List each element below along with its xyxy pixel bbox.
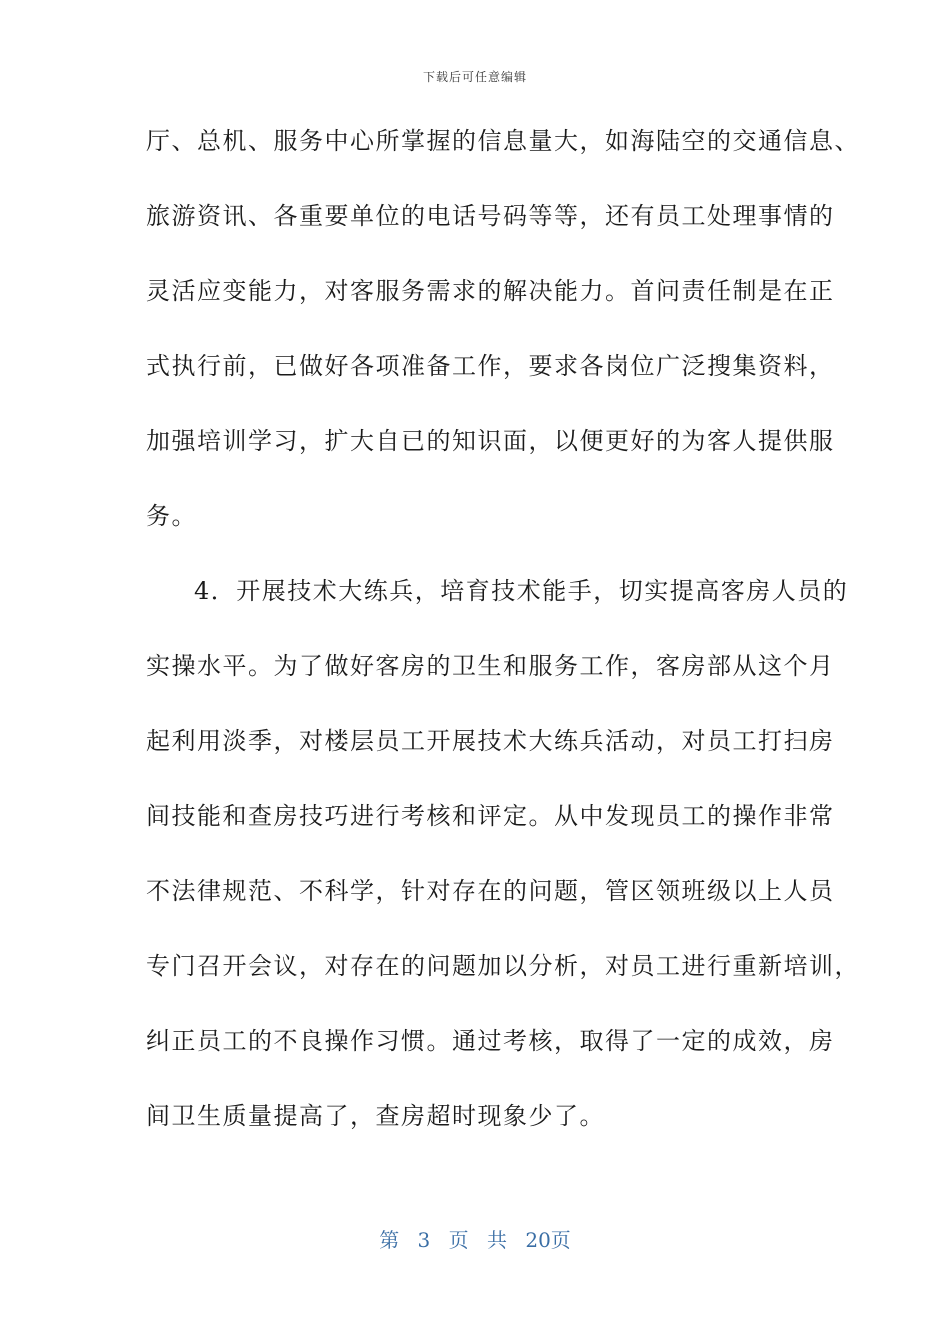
text-line: 式执行前，已做好各项准备工作，要求各岗位广泛搜集资料，: [146, 352, 835, 380]
text-line: 厅、总机、服务中心所掌握的信息量大，如海陆空的交通信息、: [146, 127, 860, 155]
page-footer: [0, 1224, 950, 1253]
text-line: 起利用淡季，对楼层员工开展技术大练兵活动，对员工打扫房: [146, 727, 835, 755]
text-line: 专门召开会议，对存在的问题加以分析，对员工进行重新培训，: [146, 952, 860, 980]
paragraph-start-line: 4．开展技术大练兵，培育技术能手，切实提高客房人员的: [194, 577, 849, 605]
footer-gong: 共: [487, 1228, 507, 1252]
page-header: 下载后可任意编辑: [422, 70, 527, 84]
text-line: 旅游资讯、各重要单位的电话号码等等，还有员工处理事情的: [146, 202, 835, 230]
footer-ye: 页: [448, 1228, 469, 1252]
text-line: 加强培训学习，扩大自已的知识面，以便更好的为客人提供服: [146, 427, 835, 455]
text-line: 灵活应变能力，对客服务需求的解决能力。首问责任制是在正: [146, 277, 835, 305]
document-body: [146, 116, 860, 1166]
text-line: 实操水平。为了做好客房的卫生和服务工作，客房部从这个月: [146, 652, 835, 680]
text-line: 务。: [146, 502, 197, 530]
text-line: 不法律规范、不科学，针对存在的问题，管区领班级以上人员: [146, 877, 835, 905]
text-line: 间卫生质量提高了，查房超时现象少了。: [146, 1102, 605, 1130]
text-line: 间技能和查房技巧进行考核和评定。从中发现员工的操作非常: [146, 802, 835, 830]
footer-di: 第: [379, 1228, 400, 1252]
footer-total-pages: 20页: [525, 1228, 571, 1252]
text-line: 纠正员工的不良操作习惯。通过考核，取得了一定的成效，房: [146, 1027, 835, 1055]
footer-page-number: 3: [417, 1228, 431, 1252]
